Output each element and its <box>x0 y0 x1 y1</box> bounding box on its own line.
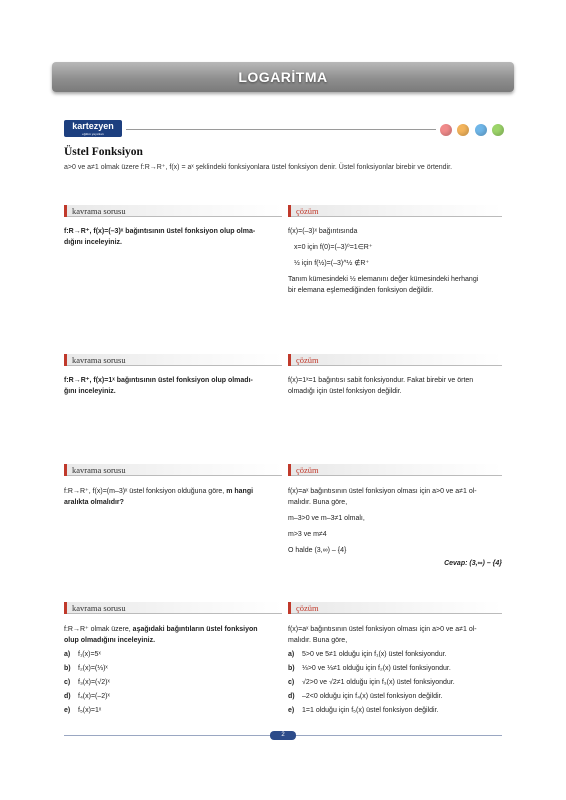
page-number: 2 <box>270 731 296 740</box>
logo-subtext: eğitim yayınları <box>82 132 104 136</box>
question-3: f:R→R⁺, f(x)=(m–3)ˣ üstel fonksiyon olduğuna göre, m hangi aralıkta olmalıdır? <box>64 488 254 506</box>
section-intro: a>0 ve a≠1 olmak üzere f:R→R⁺, f(x) = aˣ şeklindeki fonksiyonlara üstel fonksiyon denir. Üstel fonksiyonlar birebir ve örtendir. <box>64 164 453 171</box>
question-label-1: kavrama sorusu <box>64 205 282 217</box>
solution-label-4: çözüm <box>288 602 502 614</box>
option-e: e) f₅(x)=1ˣ <box>64 707 102 714</box>
question-1: f:R→R⁺, f(x)=(–3)ˣ bağıntısının üstel fonksiyon olup olma- dığını inceleyiniz. <box>64 228 256 246</box>
solution-b: b) ⅓>0 ve ⅓≠1 olduğu için f₂(x) üstel fonksiyondur. <box>288 665 451 672</box>
solution-label-1: çözüm <box>288 205 502 217</box>
option-b: b) f₂(x)=(⅓)ˣ <box>64 665 108 672</box>
question-label-2: kavrama sorusu <box>64 354 282 366</box>
solution-e: e) 1=1 olduğu için f₅(x) üstel fonksiyon değildir. <box>288 707 439 714</box>
solution-c: c) √2>0 ve √2≠1 olduğu için f₃(x) üstel fonksiyondur. <box>288 679 455 686</box>
solution-3: f(x)=aˣ bağıntısının üstel fonksiyon olması için a>0 ve a≠1 ol- malıdır. Buna göre, m–3>0 ve m–3≠1 olmalı, m>3 ve m≠4 O halde (3,∞) – {4} Cevap: (3,∞) – {4} <box>288 488 502 567</box>
logo-text: kartezyen <box>72 121 114 131</box>
dot-blue-icon <box>475 124 487 136</box>
dot-green-icon <box>492 124 504 136</box>
solution-2: f(x)=1ˣ=1 bağıntısı sabit fonksiyondur. Fakat birebir ve örten olmadığı için üstel fonksiyon değildir. <box>288 377 474 395</box>
chapter-title-banner <box>52 62 514 92</box>
option-a: a) f₁(x)=5ˣ <box>64 651 101 658</box>
decorative-dots <box>440 123 505 141</box>
dot-orange-icon <box>457 124 469 136</box>
publisher-logo <box>64 120 122 137</box>
question-label-3: kavrama sorusu <box>64 464 282 476</box>
header-divider <box>126 129 436 130</box>
question-label-4: kavrama sorusu <box>64 602 282 614</box>
question-2: f:R→R⁺, f(x)=1ˣ bağıntısının üstel fonksiyon olup olmadı- ğını inceleyiniz. <box>64 377 253 395</box>
question-4: f:R→R⁺ olmak üzere, aşağıdaki bağıntıların üstel fonksiyon olup olmadığını inceleyiniz. a) f₁(x)=5ˣ b) f₂(x)=(⅓)ˣ c) f₃(x)=(√2)ˣ d) f₄(x)=(–2)ˣ e) f₅(x)=1ˣ <box>64 624 282 716</box>
solution-4: f(x)=aˣ bağıntısının üstel fonksiyon olması için a>0 ve a≠1 ol- malıdır. Buna göre, a) 5>0 ve 5≠1 olduğu için f₁(x) üstel fonksiyondur. b) ⅓>0 ve ⅓≠1 olduğu için f₂(x) üstel fonksiyondur. c) √2>0 ve √2≠1 olduğu için f₃(x) üstel fonksiyondur. d) –2<0 olduğu için f₄(x) üstel fonksiyon değildir. e) 1=1 olduğu için f₅(x) üstel fonksiyon değildir. <box>288 624 502 716</box>
section-title: Üstel Fonksiyon <box>64 146 143 158</box>
option-c: c) f₃(x)=(√2)ˣ <box>64 679 110 686</box>
solution-label-2: çözüm <box>288 354 502 366</box>
option-d: d) f₄(x)=(–2)ˣ <box>64 693 110 700</box>
solution-label-3: çözüm <box>288 464 502 476</box>
answer-3: Cevap: (3,∞) – {4} <box>444 560 502 567</box>
solution-1: f(x)=(–3)ˣ bağıntısında x=0 için f(0)=(–3)⁰=1∈R⁺ ½ için f(½)=(–3)^½ ∉R⁺ Tanım kümesindeki ½ elemanını değer kümesindeki herhangi bir elemana eşlemediğinden fonksiyon değildir. <box>288 228 479 294</box>
chapter-title: LOGARİTMA <box>238 69 328 85</box>
solution-d: d) –2<0 olduğu için f₄(x) üstel fonksiyon değildir. <box>288 693 443 700</box>
solution-a: a) 5>0 ve 5≠1 olduğu için f₁(x) üstel fonksiyondur. <box>288 651 447 658</box>
dot-red-icon <box>440 124 452 136</box>
